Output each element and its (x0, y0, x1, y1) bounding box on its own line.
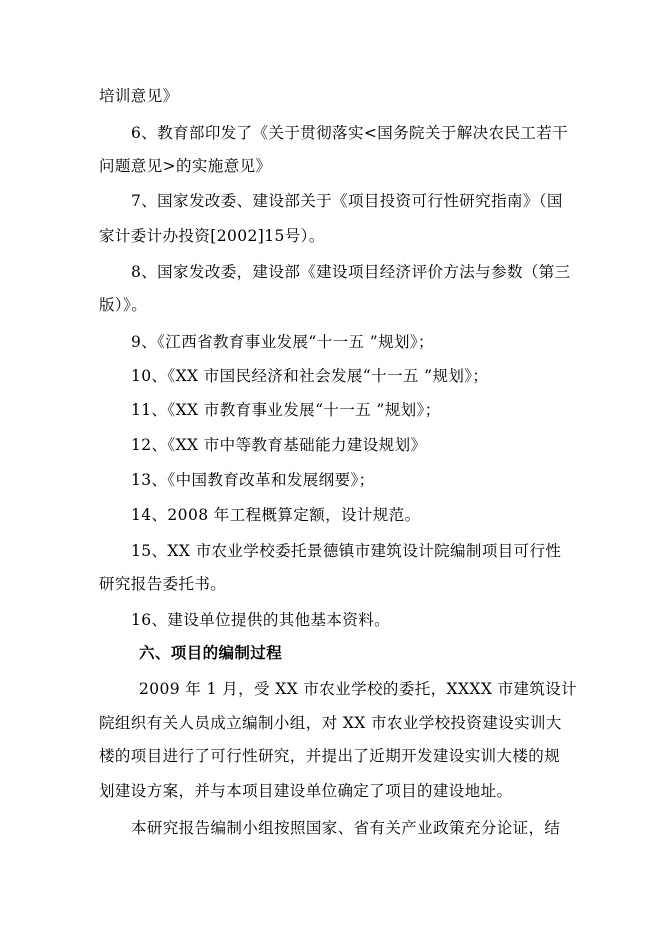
text-line-18: 院组织有关人员成立编制小组，对 XX 市农业学校投资建设实训大 (99, 714, 562, 732)
text-line-11: 12、《XX 市中等教育基础能力建设规划》 (131, 436, 427, 454)
text-line-15: 研究报告委托书。 (99, 575, 227, 593)
text-line-19: 楼的项目进行了可行性研究，并提出了近期开发建设实训大楼的规 (99, 747, 561, 765)
text-line-12: 13、《中国教育改革和发展纲要》； (131, 471, 375, 489)
text-line-8: 9、《江西省教育事业发展“十一五 ”规划》； (131, 333, 434, 351)
text-line-20: 划建设方案，并与本项目建设单位确定了项目的建设地址。 (99, 782, 513, 800)
text-line-5: 家计委计办投资[2002]15号）。 (99, 227, 325, 245)
text-line-2: 6、教育部印发了《关于贯彻落实<国务院关于解决农民工若干 (131, 124, 569, 142)
text-line-21: 本研究报告编制小组按照国家、省有关产业政策充分论证，结 (131, 819, 561, 837)
text-line-10: 11、《XX 市教育事业发展“十一五 ”规划》； (131, 401, 441, 419)
section-heading: 六、项目的编制过程 (139, 644, 283, 662)
text-line-17: 2009 年 1 月，受 XX 市农业学校的委托，XXXX 市建筑设计 (139, 680, 578, 698)
text-line-13: 14、2008 年工程概算定额，设计规范。 (131, 506, 421, 524)
text-line-7: 版）》。 (99, 296, 148, 314)
text-line-6: 8、国家发改委，建设部《建设项目经济评价方法与参数（第三 (131, 263, 571, 281)
text-line-3: 问题意见>的实施意见》 (99, 157, 272, 175)
text-line-14: 15、XX 市农业学校委托景德镇市建筑设计院编制项目可行性 (131, 542, 562, 560)
text-line-4: 7、国家发改委、建设部关于《项目投资可行性研究指南》（国 (131, 192, 563, 210)
text-line-16: 16、建设单位提供的其他基本资料。 (131, 611, 391, 629)
text-line-1: 培训意见》 (99, 87, 179, 105)
text-line-9: 10、《XX 市国民经济和社会发展“十一五 ”规划》； (131, 367, 489, 385)
